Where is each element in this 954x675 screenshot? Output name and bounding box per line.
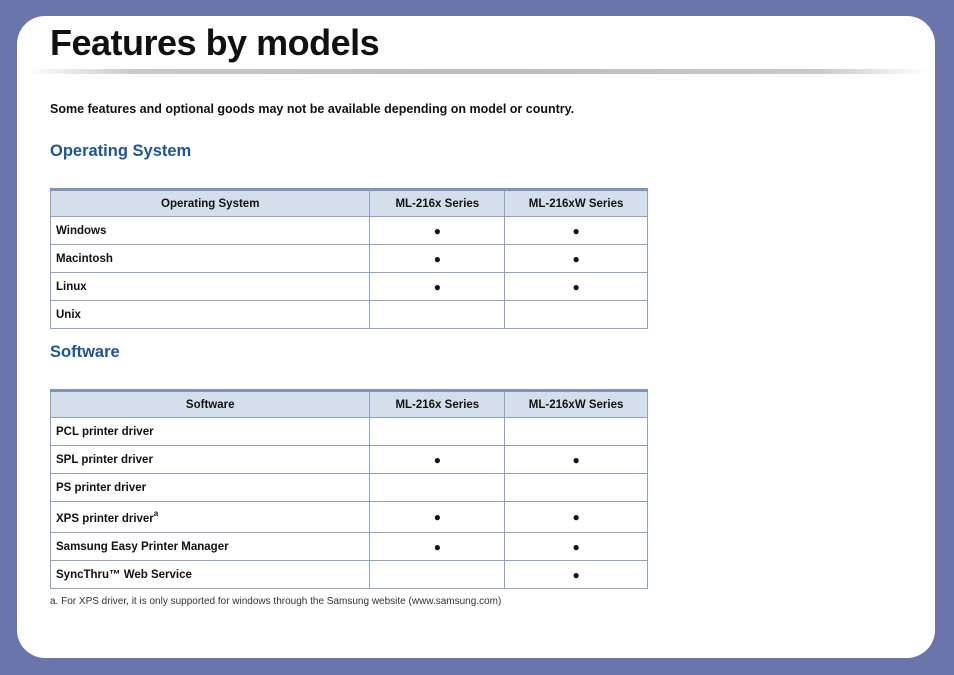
row-label: SPL printer driver	[51, 446, 370, 474]
row-label: PCL printer driver	[51, 418, 370, 446]
table-row	[51, 418, 648, 446]
row-label: SyncThru™ Web Service	[51, 561, 370, 589]
row-label: Windows	[51, 217, 370, 245]
support-indicator	[505, 474, 648, 502]
software-features-table	[50, 389, 648, 589]
row-label: PS printer driver	[51, 474, 370, 502]
row-label: Unix	[51, 301, 370, 329]
support-indicator: ●	[370, 273, 505, 301]
table-row	[51, 273, 648, 301]
title-divider	[27, 69, 927, 74]
table-row	[51, 474, 648, 502]
support-indicator: ●	[370, 245, 505, 273]
table-row	[51, 245, 648, 273]
row-label: Linux	[51, 273, 370, 301]
software-section-heading: Software	[50, 343, 120, 361]
table-row	[51, 502, 648, 533]
table-row	[51, 301, 648, 329]
table-header-row	[51, 190, 648, 217]
column-header: Operating System	[51, 190, 370, 217]
support-indicator: ●	[505, 502, 648, 533]
support-indicator: ●	[505, 446, 648, 474]
footnote-marker: a	[153, 508, 159, 518]
row-label: Macintosh	[51, 245, 370, 273]
support-indicator: ●	[505, 533, 648, 561]
support-indicator	[505, 418, 648, 446]
column-header: ML-216xW Series	[505, 391, 648, 418]
support-indicator	[370, 301, 505, 329]
support-indicator	[370, 561, 505, 589]
support-indicator: ●	[505, 217, 648, 245]
row-label-text: XPS printer driver	[56, 512, 154, 525]
table-row	[51, 561, 648, 589]
column-header: ML-216x Series	[370, 190, 505, 217]
document-page	[17, 16, 935, 658]
support-indicator: ●	[370, 446, 505, 474]
xps-footnote: a. For XPS driver, it is only supported for windows through the Samsung website (www.samsung.com)	[50, 596, 502, 607]
support-indicator: ●	[370, 533, 505, 561]
support-indicator	[370, 418, 505, 446]
row-label: Samsung Easy Printer Manager	[51, 533, 370, 561]
table-row	[51, 533, 648, 561]
support-indicator: ●	[505, 561, 648, 589]
support-indicator: ●	[370, 502, 505, 533]
os-section-heading: Operating System	[50, 142, 192, 160]
support-indicator: ●	[505, 245, 648, 273]
row-label	[51, 502, 370, 533]
column-header: Software	[51, 391, 370, 418]
availability-notice: Some features and optional goods may not be available depending on model or country.	[50, 102, 575, 116]
support-indicator	[505, 301, 648, 329]
table-row	[51, 446, 648, 474]
table-row	[51, 217, 648, 245]
table-header-row	[51, 391, 648, 418]
support-indicator: ●	[370, 217, 505, 245]
support-indicator: ●	[505, 273, 648, 301]
os-features-table	[50, 188, 648, 329]
column-header: ML-216x Series	[370, 391, 505, 418]
support-indicator	[370, 474, 505, 502]
page-title: Features by models	[50, 22, 380, 63]
column-header: ML-216xW Series	[505, 190, 648, 217]
